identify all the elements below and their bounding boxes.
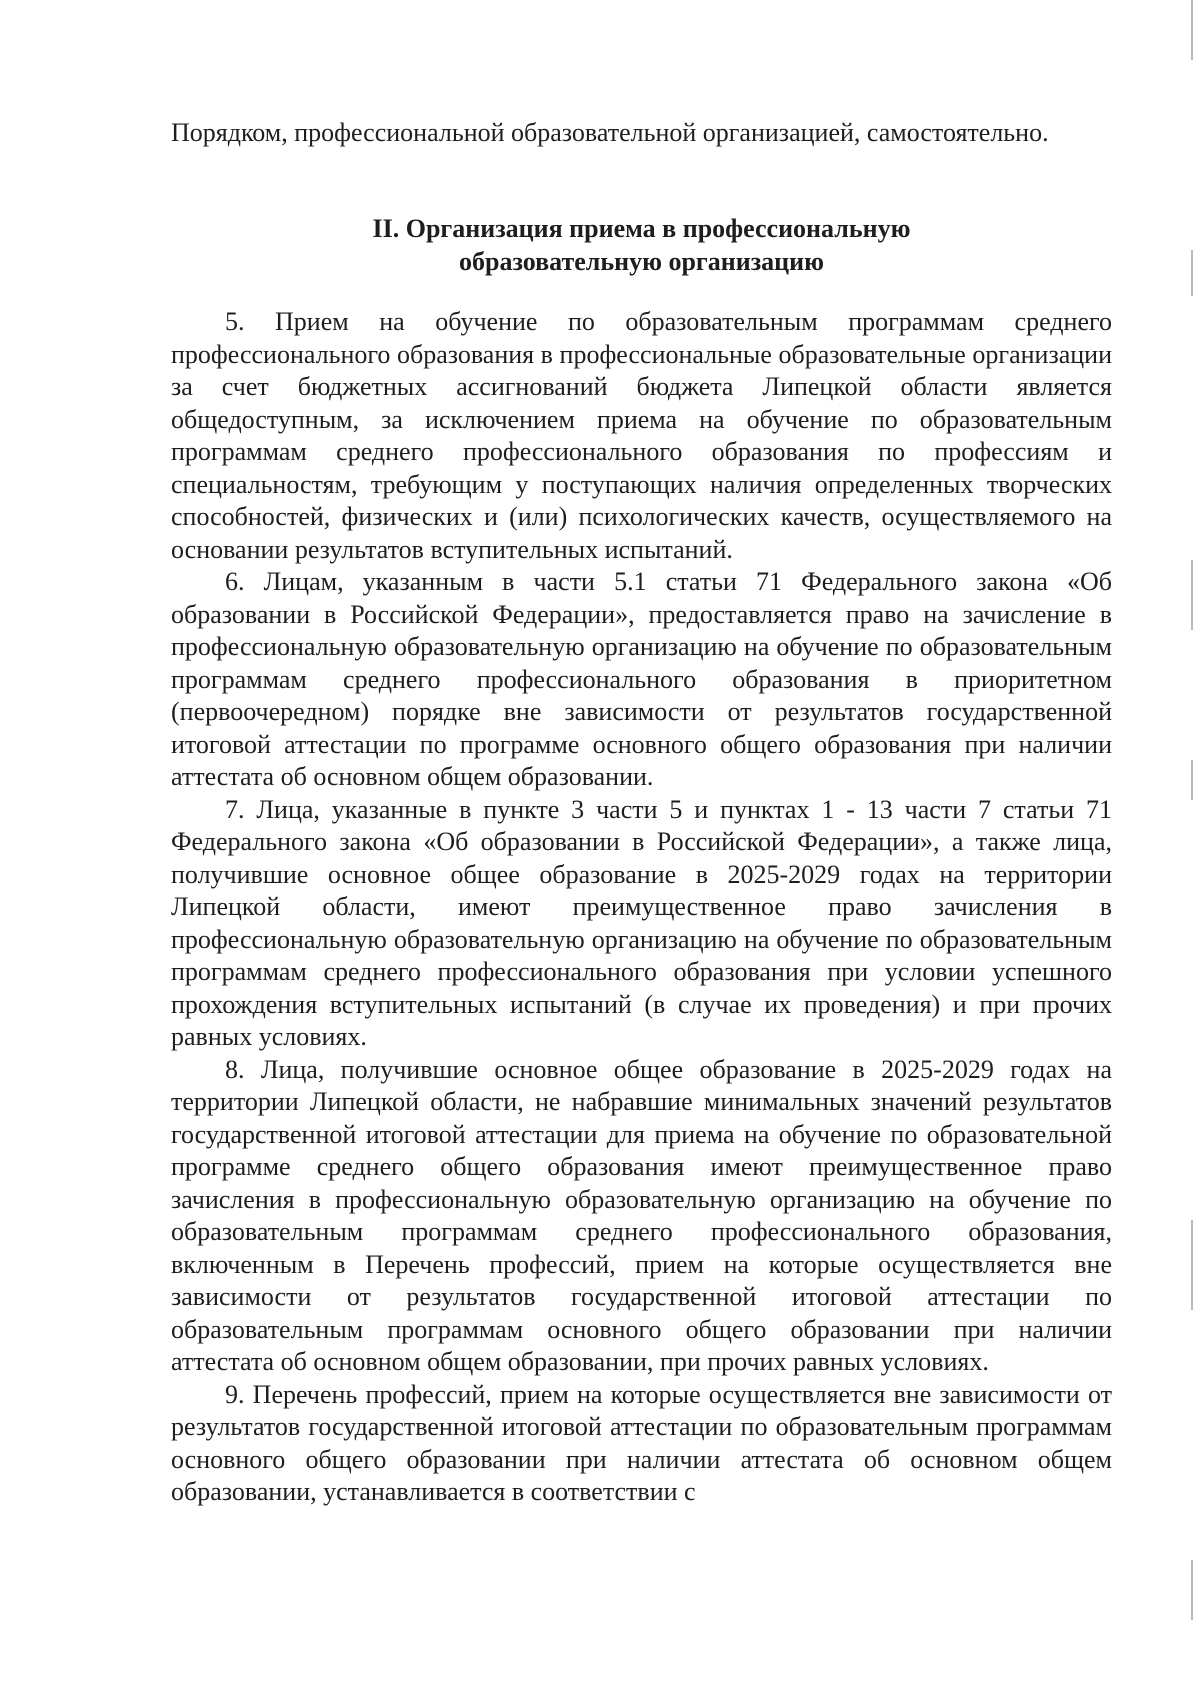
continued-text: Порядком, профессиональной образовательной организацией, самостоятельно. [171,118,1049,147]
paragraph-8: 8. Лица, получившие основное общее образование в 2025-2029 годах на территории Липецкой области, не набравшие минимальных значений результатов государственной итоговой аттестации для приема на обучение по образовательной программе среднего общего образования имеют преимущественное право зачисления в профессиональную образовательную организацию на обучение по образовательным программам среднего профессионального образования, включенным в Перечень профессий, прием на которые осуществляется вне зависимости от результатов государственной итоговой аттестации по образовательным программам основного общего образовании при наличии аттестата об основном общем образовании, при прочих равных условиях. [171,1054,1112,1376]
section-title-line-1: II. Организация приема в профессиональную [372,214,911,243]
scan-edge-mark [1191,0,1193,60]
paragraph-5: 5. Прием на обучение по образовательным программам среднего профессионального образования в профессиональные образовательные организации за счет бюджетных ассигнований бюджета Липецкой области является общедоступным, за исключением приема на обучение по образовательным программам среднего профессионального образования по профессиям и специальностям, требующим у поступающих наличия определенных творческих способностей, физических и (или) психологических качеств, осуществляемого на основании результатов вступительных испытаний. [171,307,1112,564]
section-title-line-2: образовательную организацию [459,247,824,276]
scan-edge-mark [1191,1220,1193,1310]
scan-edge-mark [1191,760,1193,800]
scan-edge-mark [1191,1560,1193,1620]
continued-paragraph [171,117,1112,150]
paragraph-7: 7. Лица, указанные в пункте 3 части 5 и пунктах 1 - 13 части 7 статьи 71 Федерального закона «Об образовании в Российской Федерации», а также лица, получившие основное общее образование в 2025-2029 годах на территории Липецкой области, имеют преимущественное право зачисления в профессиональную образовательную организацию на обучение по образовательным программам среднего профессионального образования при условии успешного прохождения вступительных испытаний (в случае их проведения) и при прочих равных условиях. [171,794,1112,1051]
section-title [171,212,1112,278]
section-body [171,306,1112,1509]
scan-edge-mark [1191,250,1193,296]
paragraph-6: 6. Лицам, указанным в части 5.1 статьи 71 Федерального закона «Об образовании в Российской Федерации», предоставляется право на зачисление в профессиональную образовательную организацию на обучение по образовательным программам среднего профессионального образования в приоритетном (первоочередном) порядке вне зависимости от результатов государственной итоговой аттестации по программе основного общего образования при наличии аттестата об основном общем образовании. [171,567,1112,791]
scan-edge-mark [1191,560,1193,630]
paragraph-9: 9. Перечень профессий, прием на которые осуществляется вне зависимости от результатов государственной итоговой аттестации по образовательным программам основного общего образовании при наличии аттестата об основном общем образовании, устанавливается в соответствии с [171,1379,1112,1506]
